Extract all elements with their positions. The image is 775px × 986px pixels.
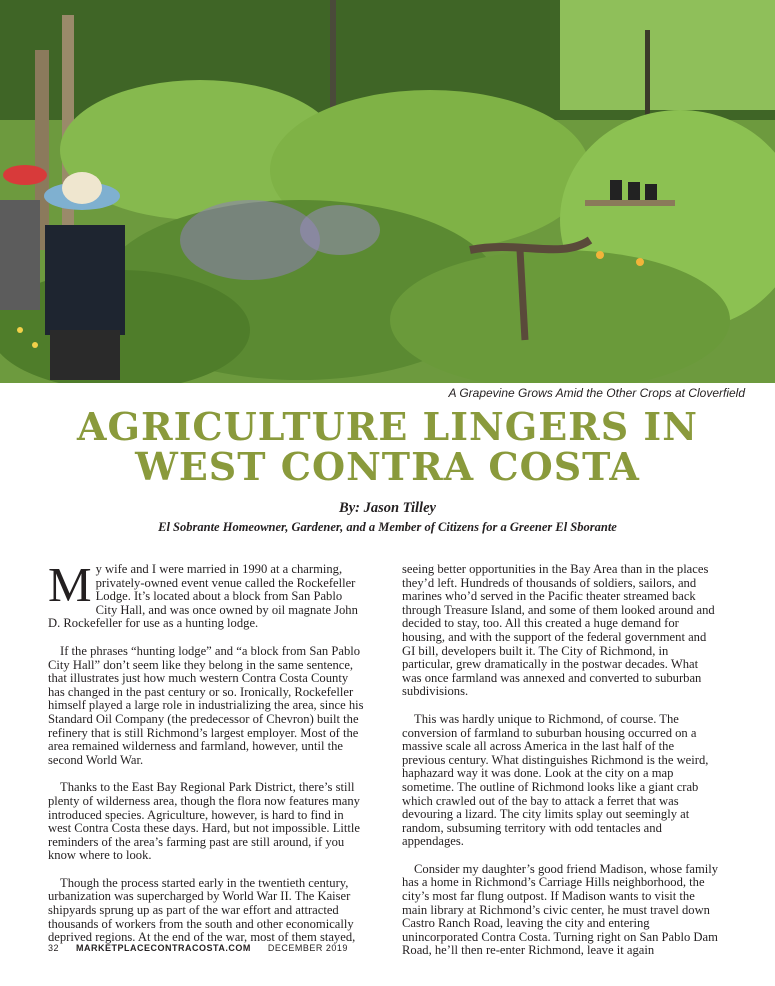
title-line-1: AGRICULTURE LINGERS IN bbox=[77, 404, 698, 449]
page-number: 32 bbox=[48, 943, 60, 953]
author-subtitle: El Sobrante Homeowner, Gardener, and a Member of Citizens for a Greener El Sborante bbox=[158, 520, 617, 534]
garden-photo bbox=[0, 0, 775, 383]
title-line-2: WEST CONTRA COSTA bbox=[135, 444, 640, 489]
paragraph: If the phrases “hunting lodge” and “a block from San Pablo City Hall” don’t seem like they belong in the same sentence, that illustrates just how much western Contra Costa County has changed in the past century or so. Ironically, Rockefeller himself played a large role in industrializing the area, since his Standard Oil Company (the predecessor of Chevron) built the refinery that is still Richmond’s largest employer. Most of the area remained wilderness and farmland, however, until the second World War. bbox=[48, 643, 364, 767]
drop-cap: M bbox=[48, 557, 92, 612]
left-column bbox=[48, 557, 366, 959]
paragraph: This was hardly unique to Richmond, of course. The conversion of farmland to suburban housing occurred on a massive scale all across America in the last half of the previous century. What distinguishes Richmond is the weird, haphazard way it was done. Look at the city on a map sometime. The outline of Richmond looks like a giant crab which crawled out of the bay to attack a ferret that was devouring a lizard. The city limits splay out seemingly at random, subsuming territory with odd tentacles and appendages. bbox=[402, 711, 709, 849]
page-footer bbox=[48, 943, 362, 953]
paragraph bbox=[48, 557, 366, 631]
byline: By: Jason Tilley bbox=[339, 500, 436, 516]
paragraph-text: y wife and I were married in 1990 at a charming, privately-owned event venue called the Rockefeller Lodge. It’s located about a block from San Pablo City Hall, and was once owned by oil magnate John D. Rockefeller for use as a hunting lodge. bbox=[48, 562, 358, 631]
issue-date: DECEMBER 2019 bbox=[267, 943, 348, 953]
garden-illustration bbox=[0, 0, 775, 383]
paragraph: Though the process started early in the twentieth century, urbanization was supercharged by World War II. The Kaiser shipyards sprung up as part of the war effort and attracted thousands of workers from the south and other economically deprived regions. At the end of the war, most of them stayed, bbox=[48, 875, 356, 945]
paragraph: seeing better opportunities in the Bay Area than in the places they’d left. Hundreds of thousands of soldiers, sailors, and marines who’d served in the Pacific theater streamed back through Treasure Island, and some of them looked around and decided to stay, too. All this created a huge demand for housing, and with the support of the federal government and GI bill, developers built it. The City of Richmond, in particular, grew dramatically in the postwar decades. What was once farmland was annexed and converted to suburban subdivisions. bbox=[402, 562, 715, 699]
paragraph: Thanks to the East Bay Regional Park District, there’s still plenty of wilderness area, though the flora now features many introduced species. Agriculture, however, is hard to find in west Contra Costa these days. Hard, but not impossible. Little reminders of the area’s farming past are still around, if you know where to look. bbox=[48, 780, 361, 863]
photo-caption: A Grapevine Grows Amid the Other Crops at Cloverfield bbox=[448, 386, 745, 400]
site-url: MARKETPLACECONTRACOSTA.COM bbox=[76, 943, 251, 953]
right-column bbox=[402, 563, 720, 972]
article-title bbox=[0, 404, 775, 489]
paragraph: Consider my daughter’s good friend Madison, whose family has a home in Richmond’s Carriage Hills neighborhood, the city’s most far flung outpost. If Madison wants to visit the main library at Richmond’s civic center, he must travel down Castro Ranch Road, leaving the city and entering unincorporated Contra Costa. Turning right on San Pablo Dam Road, he’ll then re-enter Richmond, leave it again bbox=[402, 861, 719, 958]
